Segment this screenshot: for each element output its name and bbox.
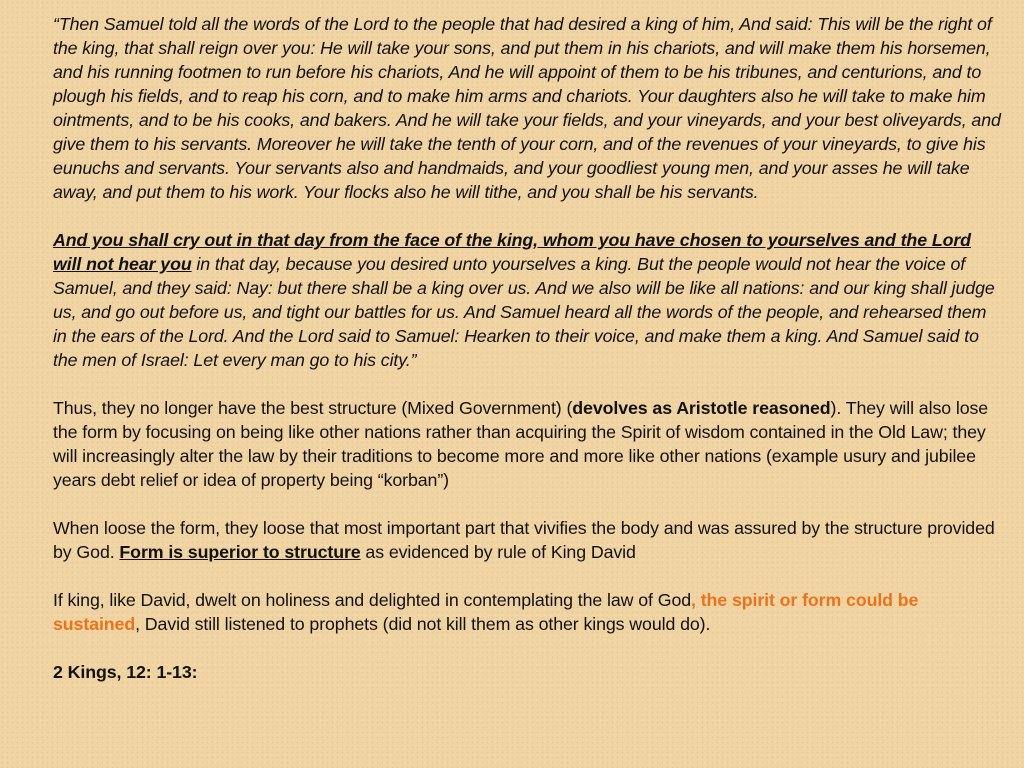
reference-text: 2 Kings, 12: 1-13: xyxy=(53,662,198,682)
scripture-reference xyxy=(53,660,1003,684)
aristotle-highlight: devolves as Aristotle reasoned xyxy=(572,398,831,418)
commentary-paragraph-form xyxy=(53,516,1003,564)
commentary-paragraph-structure xyxy=(53,396,1003,492)
scripture-quote-paragraph-2 xyxy=(53,228,1003,372)
quote-text-1: “Then Samuel told all the words of the Lord to the people that had desired a king of him, And said: This will be the right of the king, that shall reign over you: He will take your sons, and put them in his chariots, and will make them his horsemen, and his running footmen to run before his chariots, And he will appoint of them to be his tribunes, and centurions, and to plough his fields, and to reap his corn, and to make him arms and chariots. Your daughters also he will take to make him ointments, and to be his cooks, and bakers. And he will take your fields, and your vineyards, and your best oliveyards, and give them to his servants. Moreover he will take the tenth of your corn, and of the revenues of your vineyards, to give his eunuchs and servants. Your servants also and handmaids, and your goodliest young men, and your asses he will take away, and put them to his work. Your flocks also he will tithe, and you shall be his servants. xyxy=(53,14,1001,202)
commentary-text-3b: ). They will also lose the form by focusing on being like other nations rather than acquiring the Spirit of wisdom contained in the Old Law; they will increasingly alter the law by their traditions to become more and more like other nations (example usury and jubilee years debt relief or idea of property being “korban”) xyxy=(53,398,989,490)
commentary-paragraph-david xyxy=(53,588,1003,636)
commentary-text-5a: If king, like David, dwelt on holiness and delighted in contemplating the law of God xyxy=(53,590,692,610)
scripture-quote-paragraph-1 xyxy=(53,12,1003,204)
commentary-text-5b: , David still listened to prophets (did not kill them as other kings would do). xyxy=(135,614,711,634)
commentary-text-4a: When loose the form, they loose that most important part that vivifies the body and was assured by the structure provided by God. xyxy=(53,518,995,562)
quote-text-2: in that day, because you desired unto yourselves a king. But the people would not hear the voice of Samuel, and they said: Nay: but there shall be a king over us. And we also will be like all nations: and our king shall judge us, and go out before us, and tight our battles for us. And Samuel heard all the words of the people, and rehearsed them in the ears of the Lord. And the Lord said to Samuel: Hearken to their voice, and make them a king. And Samuel said to the men of Israel: Let every man go to his city.” xyxy=(53,254,995,370)
form-superior-highlight: Form is superior to structure xyxy=(119,542,361,562)
commentary-text-4b: as evidenced by rule of King David xyxy=(360,542,636,562)
spirit-form-highlight: , the spirit or form could be sustained xyxy=(53,590,919,634)
emphasized-quote: And you shall cry out in that day from the face of the king, whom you have chosen to yourselves and the Lord will not hear you xyxy=(53,230,971,274)
slide-body xyxy=(53,12,1003,684)
commentary-text-3a: Thus, they no longer have the best structure (Mixed Government) ( xyxy=(53,398,573,418)
